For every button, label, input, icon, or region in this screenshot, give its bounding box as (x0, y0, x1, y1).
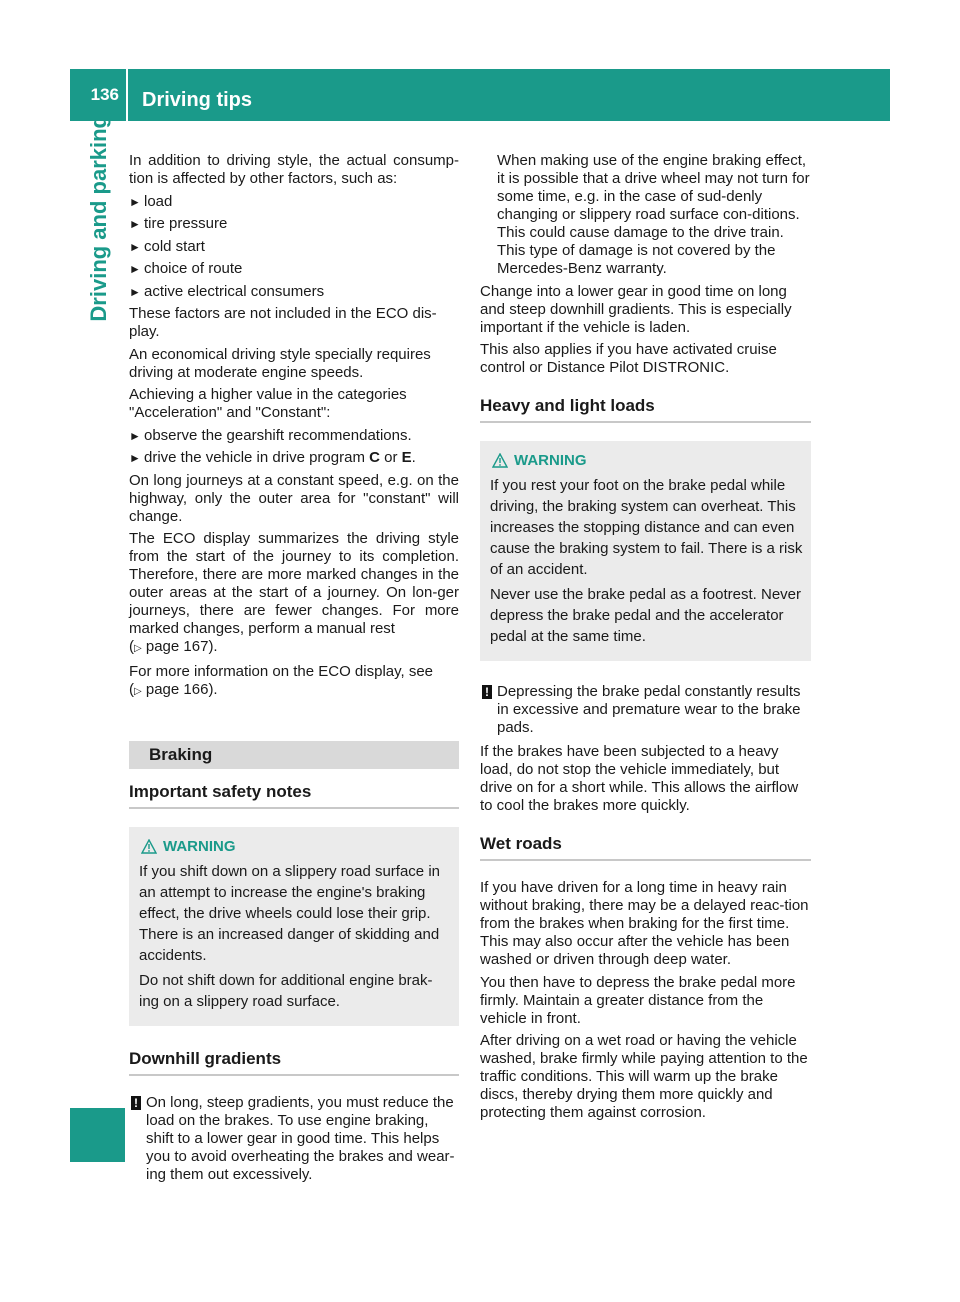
list-item (129, 283, 459, 301)
tips-list (129, 427, 459, 468)
list-item (129, 238, 459, 256)
list-item (129, 215, 459, 233)
wet-roads-title: Wet roads (480, 833, 811, 861)
right-column (480, 152, 811, 1127)
warning-header (490, 449, 803, 473)
page-title: Driving tips (142, 89, 253, 111)
list-item-text: or (379, 449, 402, 466)
warning-label: WARNING (163, 837, 236, 855)
warning-instruction: Never use the brake pedal as a footrest. Never depress the brake pedal and the accelerator pedal at the same time. (490, 586, 802, 645)
list-item-text: active electrical consumers (144, 282, 325, 300)
warning-icon (492, 453, 508, 468)
list-item-text: tire pressure (144, 215, 228, 232)
bullet-icon: ► (129, 284, 141, 299)
warning-box (480, 441, 811, 661)
bullet-icon: ► (129, 428, 141, 443)
wet-roads-paragraph: After driving on a wet road or having the vehicle washed, brake firmly while paying attention to the traffic conditions. This will warm up the brake discs, thereby drying them more quickly and protecting them against corrosion. (480, 1032, 808, 1121)
wet-roads-paragraph: If you have driven for a long time in heavy rain without braking, there may be a delayed reac-tion from the brakes when braking for the first time. This may also occur after the vehicle has been washed or driven through deep water. (480, 879, 809, 968)
more-info-paragraph: For more information on the ECO display, see (▷ page 166). (129, 662, 434, 698)
warning-label: WARNING (514, 452, 587, 469)
factor-list (129, 193, 459, 301)
warning-instruction: Do not shift down for additional engine brak-ing on a slippery road surface. (139, 971, 433, 1010)
exclamation-icon: ! (131, 1096, 141, 1110)
economical-paragraph: An economical driving style specially requires driving at moderate engine speeds. (129, 345, 431, 381)
program-e: E (401, 449, 412, 466)
downhill-title: Downhill gradients (129, 1048, 459, 1076)
change-gear-paragraph: Change into a lower gear in good time on long and steep downhill gradients. This is especially important if the vehicle is laden. (480, 282, 792, 336)
list-item (129, 449, 459, 467)
bullet-icon: ► (129, 451, 141, 465)
wet-roads-paragraph: You then have to depress the brake pedal more firmly. Maintain a greater distance from the vehicle in front. (480, 973, 796, 1027)
achieving-paragraph: Achieving a higher value in the categories "Acceleration" and "Constant": (129, 386, 407, 421)
side-tab-marker (70, 1108, 125, 1162)
left-column (129, 152, 459, 1190)
list-item-text: observe the gearshift recommendations. (144, 426, 412, 444)
header-divider (126, 69, 128, 121)
warning-box (129, 827, 459, 1026)
intro-paragraph: In addition to driving style, the actual consump-tion is affected by other factors, such as: (129, 152, 459, 187)
list-item (129, 260, 459, 278)
eco-paragraph: These factors are not included in the ECO dis-play. (129, 305, 437, 340)
heavy-load-paragraph: If the brakes have been subjected to a heavy load, do not stop the vehicle immediately, but drive on for a short while. This allows the airflow to cool the brakes more quickly. (480, 743, 799, 814)
exclamation-icon: ! (482, 685, 492, 699)
note-brake-pedal (480, 683, 811, 737)
page-ref-link[interactable]: page 166). (145, 680, 218, 698)
bullet-icon: ► (129, 194, 141, 209)
note-text: On long, steep gradients, you must reduce the load on the brakes. To use engine braking, shift to a lower gear in good time. This helps you to avoid overheating the brakes and wear-ing them out excessively. (146, 1093, 455, 1183)
note-text: Depressing the brake pedal constantly results in excessive and premature wear to the brake pads. (497, 683, 801, 736)
heavy-loads-title: Heavy and light loads (480, 395, 811, 423)
safety-notes-title: Important safety notes (129, 781, 459, 809)
warning-header (139, 835, 451, 859)
bullet-icon: ► (129, 217, 141, 231)
engine-braking-paragraph: When making use of the engine braking effect, it is possible that a drive wheel may not turn for some time, e.g. in the case of sud-denly changing or slippery road surface con-ditions. This could cause damage to the drive train. This type of damage is not covered by the Mercedes-Benz warranty. (497, 152, 810, 277)
page-ref-icon: ▷ (134, 685, 142, 697)
list-item (129, 427, 459, 445)
note-downhill (129, 1094, 459, 1184)
list-item-text: choice of route (144, 260, 243, 277)
list-item-text: drive the vehicle in drive program (144, 449, 370, 466)
list-item (129, 193, 459, 211)
more-info-text: For more information on the ECO display, see (129, 662, 434, 680)
page-number: 136 (90, 85, 119, 104)
bullet-icon: ► (129, 239, 141, 254)
page-ref-icon: ▷ (134, 643, 142, 654)
summary-paragraph: The ECO display summarizes the driving style from the start of the journey to its completion. Therefore, there are more marked changes in the outer areas at the start of a journey. On lon-ger journeys, there are fewer changes. For more marked changes, perform a manual rest (▷ page 167). (129, 530, 459, 655)
summary-text: The ECO display summarizes the driving style from the start of the journey to its completion. Therefore, there are more marked changes in the outer areas at the start of a journey. On lon-ger journeys, there are fewer changes. For more marked changes, perform a manual rest (129, 530, 459, 637)
bullet-icon: ► (129, 262, 141, 276)
braking-heading: Braking (129, 741, 459, 769)
page-ref-link[interactable]: page 167). (145, 638, 218, 655)
warning-text: If you shift down on a slippery road surface in an attempt to increase the engine's braking effect, the drive wheels could lose their grip. There is an increased danger of skidding and accidents. (139, 862, 440, 964)
cruise-control-paragraph: This also applies if you have activated cruise control or Distance Pilot DISTRONIC. (480, 341, 777, 376)
section-side-label: Driving and parking (86, 115, 111, 322)
long-journey-paragraph: On long journeys at a constant speed, e.g. on the highway, only the outer area for "constant" will change. (129, 471, 459, 525)
warning-text: If you rest your foot on the brake pedal while driving, the braking system can overheat. This increases the stopping distance and can even cause the braking system to fail. There is a risk of an accident. (490, 477, 803, 578)
warning-icon (141, 839, 157, 854)
list-item-text: load (144, 192, 173, 210)
list-item-text: . (411, 449, 416, 466)
program-c: C (369, 449, 380, 466)
list-item-text: cold start (144, 237, 205, 255)
